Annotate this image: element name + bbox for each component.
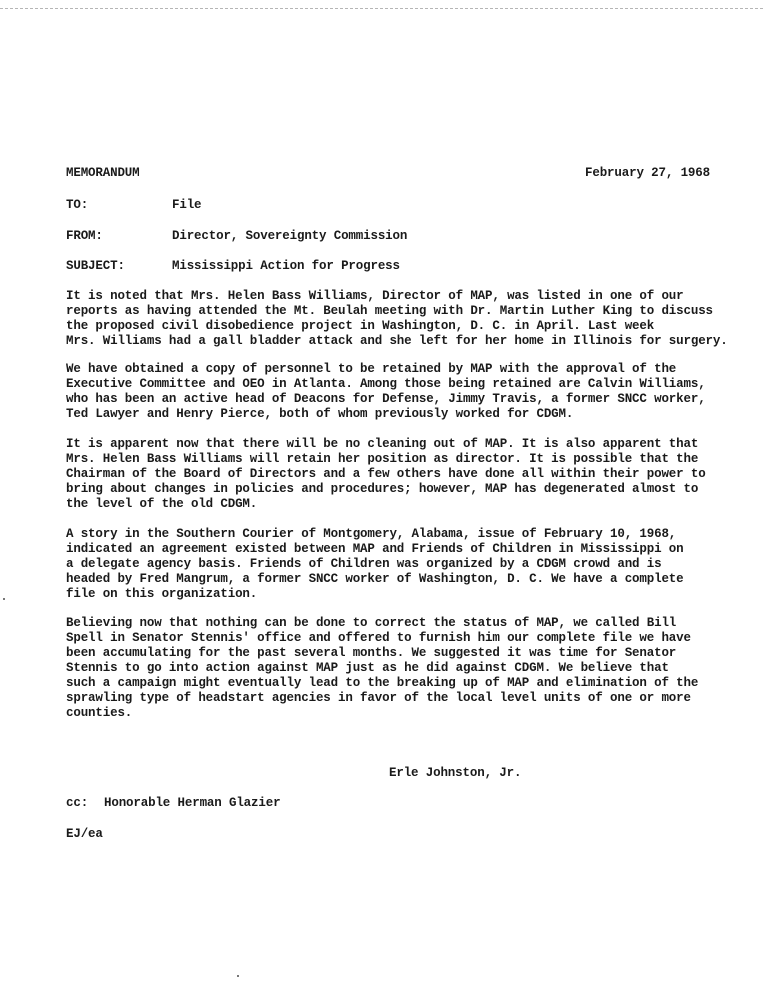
paragraph-line: reports as having attended the Mt. Beulah meeting with Dr. Martin Luther King to discuss [66, 304, 713, 318]
paragraph-line: It is apparent now that there will be no cleaning out of MAP. It is also apparent that [66, 437, 699, 451]
to-value: File [172, 198, 202, 212]
subject-value: Mississippi Action for Progress [172, 259, 400, 273]
to-label: TO: [66, 198, 89, 212]
paragraph-line: bring about changes in policies and procedures; however, MAP has degenerated almost to [66, 482, 699, 496]
paragraph-line: headed by Fred Mangrum, a former SNCC worker of Washington, D. C. We have a complete [66, 572, 684, 586]
paragraph-line: such a campaign might eventually lead to the breaking up of MAP and elimination of the [66, 676, 699, 690]
paragraph-line: It is noted that Mrs. Helen Bass Williams, Director of MAP, was listed in one of our [66, 289, 684, 303]
cc-label: cc: [66, 796, 89, 810]
subject-label: SUBJECT: [66, 259, 125, 273]
scan-speck [237, 975, 239, 977]
typist-initials: EJ/ea [66, 827, 103, 841]
paragraph-line: Mrs. Helen Bass Williams will retain her position as director. It is possible that the [66, 452, 699, 466]
paragraph-line: the level of the old CDGM. [66, 497, 258, 511]
paragraph-line: counties. [66, 706, 133, 720]
paragraph-line: sprawling type of headstart agencies in favor of the local level units of one or more [66, 691, 691, 705]
paragraph-line: Believing now that nothing can be done to correct the status of MAP, we called Bill [66, 616, 677, 630]
paragraph-line: Chairman of the Board of Directors and a few others have done all within their power to [66, 467, 706, 481]
paragraph [66, 289, 746, 349]
paragraph [66, 616, 746, 721]
paragraph [66, 437, 746, 512]
paragraph [66, 362, 746, 422]
scan-top-edge [0, 0, 763, 9]
memo-date: February 27, 1968 [585, 166, 710, 180]
paragraph-line: indicated an agreement existed between MAP and Friends of Children in Mississippi on [66, 542, 684, 556]
from-label: FROM: [66, 229, 103, 243]
paragraph-line: Mrs. Williams had a gall bladder attack and she left for her home in Illinois for surgery. [66, 334, 728, 348]
paragraph-line: We have obtained a copy of personnel to be retained by MAP with the approval of the [66, 362, 677, 376]
cc-recipient: Honorable Herman Glazier [104, 796, 281, 810]
paragraph-line: the proposed civil disobedience project in Washington, D. C. in April. Last week [66, 319, 655, 333]
paragraph-line: Stennis to go into action against MAP just as he did against CDGM. We believe that [66, 661, 669, 675]
paragraph-line: file on this organization. [66, 587, 258, 601]
paragraph-line: Executive Committee and OEO in Atlanta. Among those being retained are Calvin Williams, [66, 377, 706, 391]
memo-heading: MEMORANDUM [66, 166, 140, 180]
paragraph-line: Spell in Senator Stennis' office and offered to furnish him our complete file we have [66, 631, 691, 645]
paragraph [66, 527, 746, 602]
paragraph-line: A story in the Southern Courier of Montgomery, Alabama, issue of February 10, 1968, [66, 527, 677, 541]
from-value: Director, Sovereignty Commission [172, 229, 408, 243]
paragraph-line: a delegate agency basis. Friends of Children was organized by a CDGM crowd and is [66, 557, 662, 571]
paragraph-line: been accumulating for the past several months. We suggested it was time for Senator [66, 646, 677, 660]
paragraph-line: Ted Lawyer and Henry Pierce, both of whom previously worked for CDGM. [66, 407, 574, 421]
scan-speck [3, 598, 5, 600]
signature-name: Erle Johnston, Jr. [389, 766, 522, 780]
paragraph-line: who has been an active head of Deacons for Defense, Jimmy Travis, a former SNCC worker, [66, 392, 706, 406]
